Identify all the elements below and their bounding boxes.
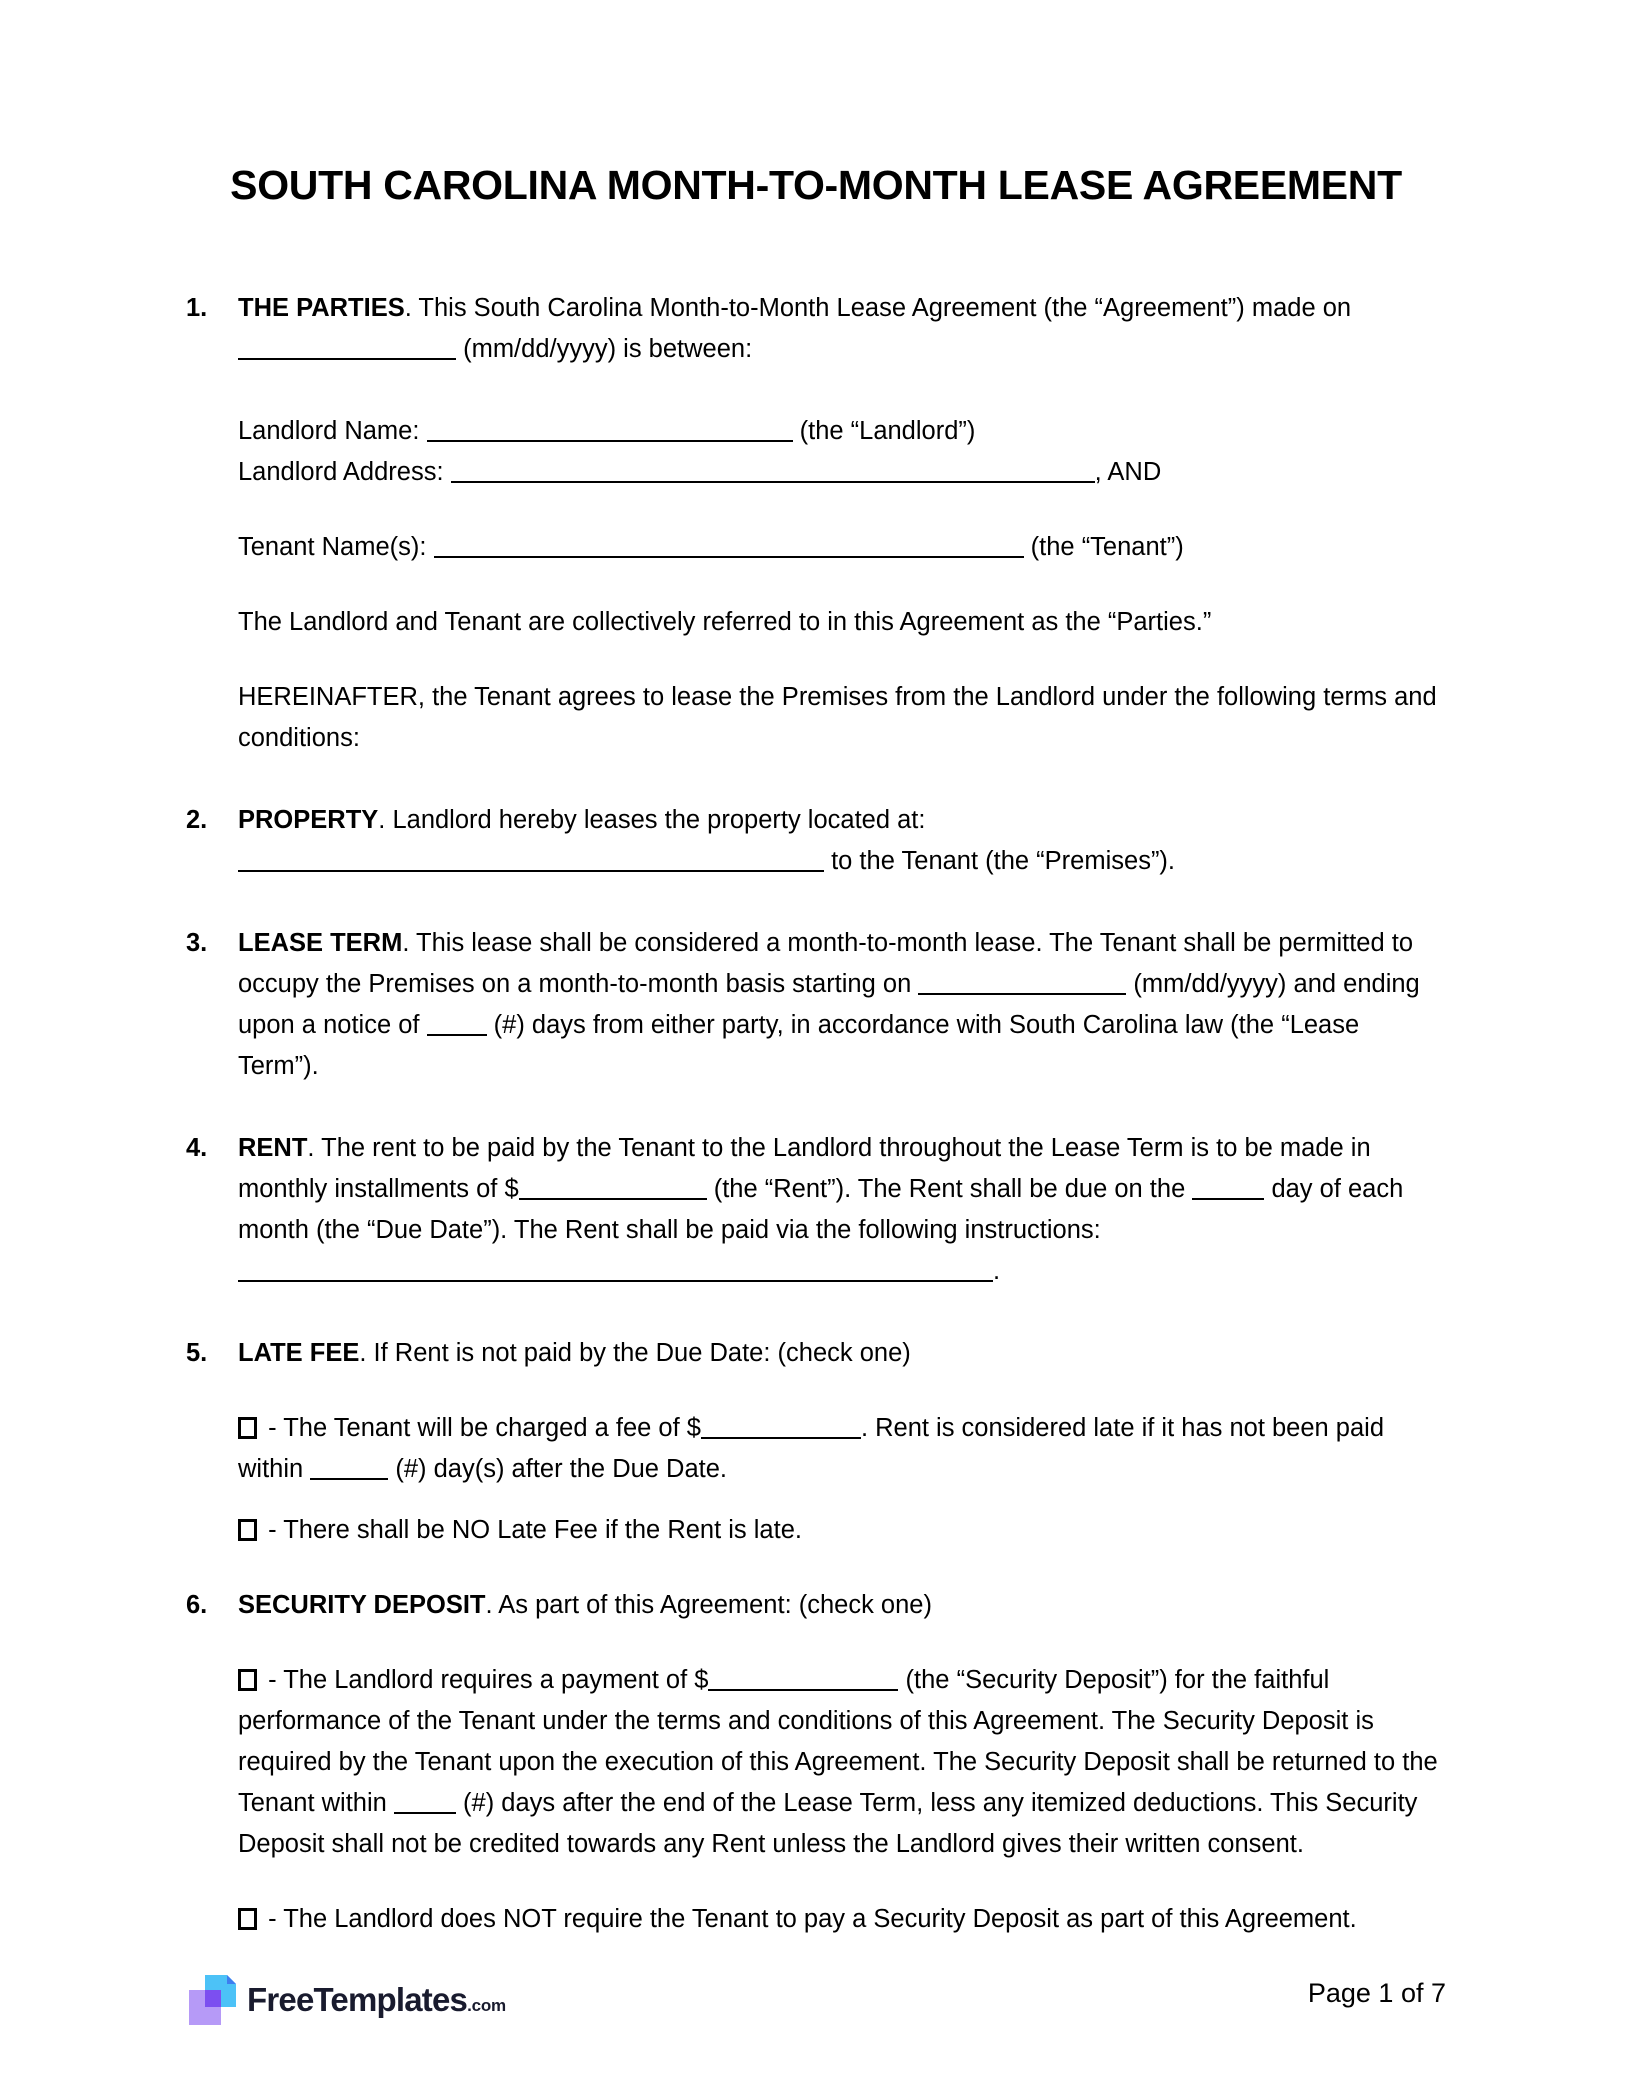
rent-amount-blank[interactable]	[519, 1176, 707, 1200]
late-fee-option-1-c: (#) day(s) after the Due Date.	[388, 1455, 728, 1483]
rent-text-b: (the “Rent”). The Rent shall be due on the	[706, 1175, 1193, 1203]
lease-term-text-b: (mm/dd/yyyy) and ending upon a notice of	[238, 970, 1420, 1039]
clause-text	[238, 1585, 1438, 1626]
property-text-b: to the Tenant (the “Premises”).	[824, 847, 1176, 875]
freetemplates-logo[interactable]	[186, 1968, 506, 2030]
clause-text	[238, 288, 1438, 370]
checkbox-deposit-not-required[interactable]	[238, 1908, 257, 1930]
rent-text-a: . The rent to be paid by the Tenant to the Landlord throughout the Lease Term is to be made in monthly installments of $	[238, 1134, 1371, 1203]
clause-number: 3.	[186, 929, 208, 957]
property-text-a: . Landlord hereby leases the property located at:	[378, 806, 926, 834]
clause-heading: LEASE TERM	[238, 929, 403, 957]
clause-text	[238, 923, 1438, 1087]
document-logo-icon	[186, 1973, 238, 2025]
spacer	[186, 1087, 1438, 1128]
tenant-name-line	[186, 527, 1438, 568]
rent-instructions-blank[interactable]	[238, 1258, 993, 1282]
rent-text-c: day of each month (the “Due Date”). The Rent shall be paid via the following instructions:	[238, 1175, 1404, 1244]
clause-lease-term	[186, 923, 1438, 1087]
clause-security-deposit	[186, 1585, 1438, 1626]
tenant-name-suffix: (the “Tenant”)	[1023, 533, 1184, 561]
security-deposit-option-not-required	[186, 1899, 1438, 1940]
spacer	[186, 759, 1438, 800]
agreement-date-blank[interactable]	[238, 336, 456, 360]
tenant-name-label: Tenant Name(s):	[238, 533, 434, 561]
spacer	[186, 1374, 1438, 1408]
clause-text	[238, 800, 1438, 882]
checkbox-no-late-fee[interactable]	[238, 1519, 257, 1541]
spacer	[186, 1490, 1438, 1510]
spacer	[186, 1865, 1438, 1899]
security-deposit-amount-blank[interactable]	[708, 1667, 898, 1691]
document-body	[186, 288, 1438, 1940]
security-deposit-text-a: . As part of this Agreement: (check one)	[485, 1591, 932, 1619]
spacer	[186, 1551, 1438, 1585]
landlord-name-suffix: (the “Landlord”)	[792, 417, 976, 445]
parties-definition-paragraph: The Landlord and Tenant are collectively referred to in this Agreement as the “Parties.”	[238, 608, 1212, 636]
spacer	[186, 568, 1438, 602]
late-fee-days-blank[interactable]	[310, 1456, 388, 1480]
clause-late-fee	[186, 1333, 1438, 1374]
landlord-address-line	[186, 452, 1438, 493]
hereinafter-paragraph: HEREINAFTER, the Tenant agrees to lease the Premises from the Landlord under the following terms and conditions:	[238, 683, 1437, 752]
checkbox-late-fee-charged[interactable]	[238, 1417, 257, 1439]
late-fee-text-a: . If Rent is not paid by the Due Date: (check one)	[359, 1339, 911, 1367]
clause-number: 4.	[186, 1134, 208, 1162]
clause-number: 1.	[186, 294, 208, 322]
spacer	[186, 882, 1438, 923]
landlord-name-blank[interactable]	[427, 418, 793, 442]
lease-term-text-c: (#) days from either party, in accordance with South Carolina law (the “Lease Term”).	[238, 1011, 1360, 1080]
late-fee-option-charged	[186, 1408, 1438, 1490]
clause-the-parties	[186, 288, 1438, 370]
landlord-name-line	[186, 411, 1438, 452]
checkbox-deposit-required[interactable]	[238, 1669, 257, 1691]
page-number: Page 1 of 7	[1307, 1978, 1446, 2008]
notice-days-blank[interactable]	[427, 1012, 487, 1036]
clause-number: 6.	[186, 1591, 208, 1619]
clause-property	[186, 800, 1438, 882]
page-title: SOUTH CAROLINA MONTH-TO-MONTH LEASE AGREEMENT	[230, 162, 1402, 208]
logo-text-main: FreeTemplates	[247, 1980, 468, 2018]
clause-heading: THE PARTIES	[238, 294, 405, 322]
landlord-address-suffix: , AND	[1094, 458, 1162, 486]
late-fee-option-none	[186, 1510, 1438, 1551]
security-deposit-option-1-b: (the “Security Deposit”) for the faithful performance of the Tenant under the terms and conditions of this Agreement. The Security Deposit is required by the Tenant upon the execution of this Agreement. The Security Deposit shall be returned to the Tenant within	[238, 1666, 1438, 1817]
clause-number: 2.	[186, 806, 208, 834]
lease-start-date-blank[interactable]	[918, 971, 1126, 995]
landlord-address-label: Landlord Address:	[238, 458, 451, 486]
clause-intro-b: (mm/dd/yyyy) is between:	[456, 335, 753, 363]
rent-text-d: .	[993, 1257, 1001, 1285]
logo-text-suffix: .com	[467, 1995, 506, 2015]
landlord-name-label: Landlord Name:	[238, 417, 427, 445]
security-deposit-option-1-a: - The Landlord requires a payment of $	[261, 1666, 709, 1694]
late-fee-option-1-a: - The Tenant will be charged a fee of $	[261, 1414, 701, 1442]
clause-rent	[186, 1128, 1438, 1292]
logo-page-shape	[205, 1975, 236, 2007]
clause-intro-a: . This South Carolina Month-to-Month Lease Agreement (the “Agreement”) made on	[404, 294, 1352, 322]
clause-heading: RENT	[238, 1134, 308, 1162]
spacer	[186, 1626, 1438, 1660]
spacer	[186, 1292, 1438, 1333]
clause-heading: LATE FEE	[238, 1339, 360, 1367]
late-fee-option-2: - There shall be NO Late Fee if the Rent is late.	[261, 1516, 802, 1544]
tenant-name-blank[interactable]	[434, 534, 1024, 558]
spacer	[186, 643, 1438, 677]
clause-heading: PROPERTY	[238, 806, 379, 834]
property-address-blank[interactable]	[238, 848, 824, 872]
security-deposit-option-1-c: (#) days after the end of the Lease Term, less any itemized deductions. This Security Deposit shall not be credited towards any Rent unless the Landlord gives their written consent.	[238, 1789, 1418, 1858]
rent-due-day-blank[interactable]	[1192, 1176, 1264, 1200]
landlord-address-blank[interactable]	[451, 459, 1095, 483]
spacer	[186, 493, 1438, 527]
late-fee-option-1-b: . Rent is considered late if it has not been paid within	[238, 1414, 1385, 1483]
spacer	[186, 370, 1438, 411]
late-fee-amount-blank[interactable]	[701, 1415, 861, 1439]
clause-number: 5.	[186, 1339, 208, 1367]
security-deposit-option-2: - The Landlord does NOT require the Tenant to pay a Security Deposit as part of this Agreement.	[261, 1905, 1357, 1933]
page-footer	[186, 1968, 1446, 2038]
clause-text	[238, 1333, 1438, 1374]
clause-heading: SECURITY DEPOSIT	[238, 1591, 486, 1619]
security-deposit-option-required	[186, 1660, 1438, 1865]
lease-term-text-a: . This lease shall be considered a month-to-month lease. The Tenant shall be permitted to occupy the Premises on a month-to-month basis starting on	[238, 929, 1414, 998]
security-deposit-return-days-blank[interactable]	[394, 1790, 456, 1814]
logo-wordmark	[247, 1980, 506, 2018]
clause-text	[238, 1128, 1438, 1292]
